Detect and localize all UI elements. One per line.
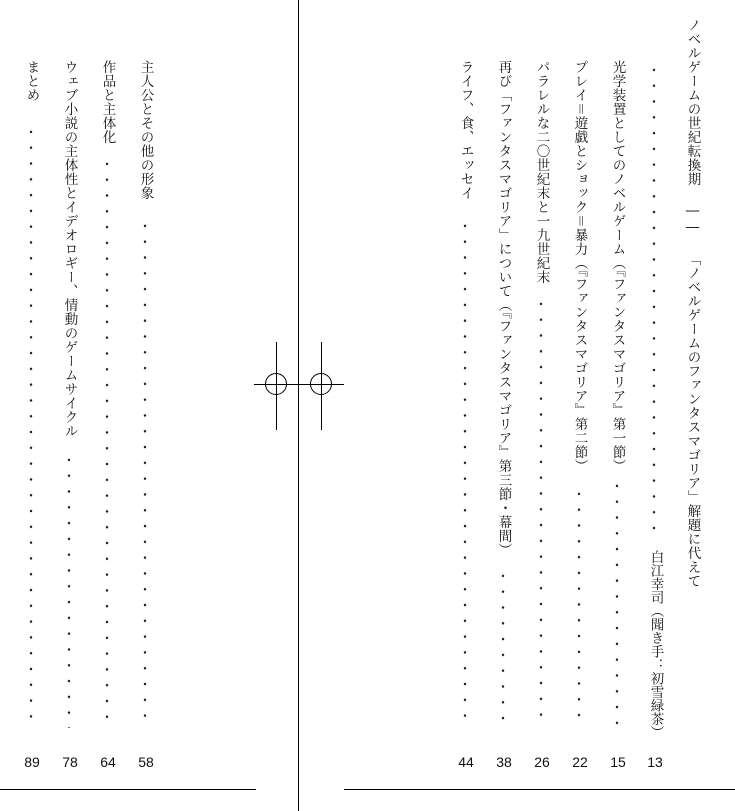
toc-leader (142, 218, 148, 728)
toc-leader (28, 124, 34, 728)
toc-page-number: 13 (647, 754, 663, 770)
toc-entry-title: 作品と主体化 (99, 60, 116, 144)
toc-page-number: 58 (138, 754, 154, 770)
toc-page-number: 26 (534, 754, 550, 770)
toc-leader (462, 218, 468, 728)
toc-page-number: 22 (572, 754, 588, 770)
toc-entry-title: パラレルな二〇世紀末と一九世紀末 (533, 60, 550, 284)
toc-entry-title: ノベルゲームの世紀転換期 ―― 「ノベルゲームのファンタスマゴリア」解題に代えて (684, 18, 701, 588)
toc-entry-title: まとめ (23, 60, 40, 102)
toc-leader (538, 296, 544, 728)
toc-entry-title: プレイ＝遊戯とショック＝暴力（『ファンタスマゴリア』第二節） (571, 60, 588, 474)
toc-entry-author: 白江幸司（聞き手：初雪緑茶） (647, 550, 664, 739)
toc-page-number: 64 (100, 754, 116, 770)
toc-leader (651, 62, 657, 532)
toc-entry-title: 再び「ファンタスマゴリア」について（『ファンタスマゴリア』第三節・幕間） (495, 60, 512, 558)
toc-page-number: 38 (496, 754, 512, 770)
toc-page-number: 15 (610, 754, 626, 770)
spine-line (298, 0, 299, 811)
toc-entry-title: 光学装置としてのノベルゲーム（『ファンタスマゴリア』第一節） (609, 60, 626, 474)
toc-entry-title: ライフ、食、エッセイ (457, 60, 474, 200)
toc-leader (66, 452, 72, 728)
toc-entry-title: 主人公とその他の形象 (137, 60, 154, 200)
toc-page-number: 78 (62, 754, 78, 770)
toc-entry-title: ウェブ小説の主体性とイデオロギー、情動のゲームサイクル (61, 60, 78, 438)
toc-page-number: 89 (24, 754, 40, 770)
toc-leader (614, 478, 620, 728)
toc-page-number: 44 (458, 754, 474, 770)
bottom-rule-left (0, 789, 256, 790)
toc-leader (104, 156, 110, 728)
bottom-rule-right (344, 789, 735, 790)
toc-leader (576, 486, 582, 728)
toc-leader (500, 568, 506, 728)
